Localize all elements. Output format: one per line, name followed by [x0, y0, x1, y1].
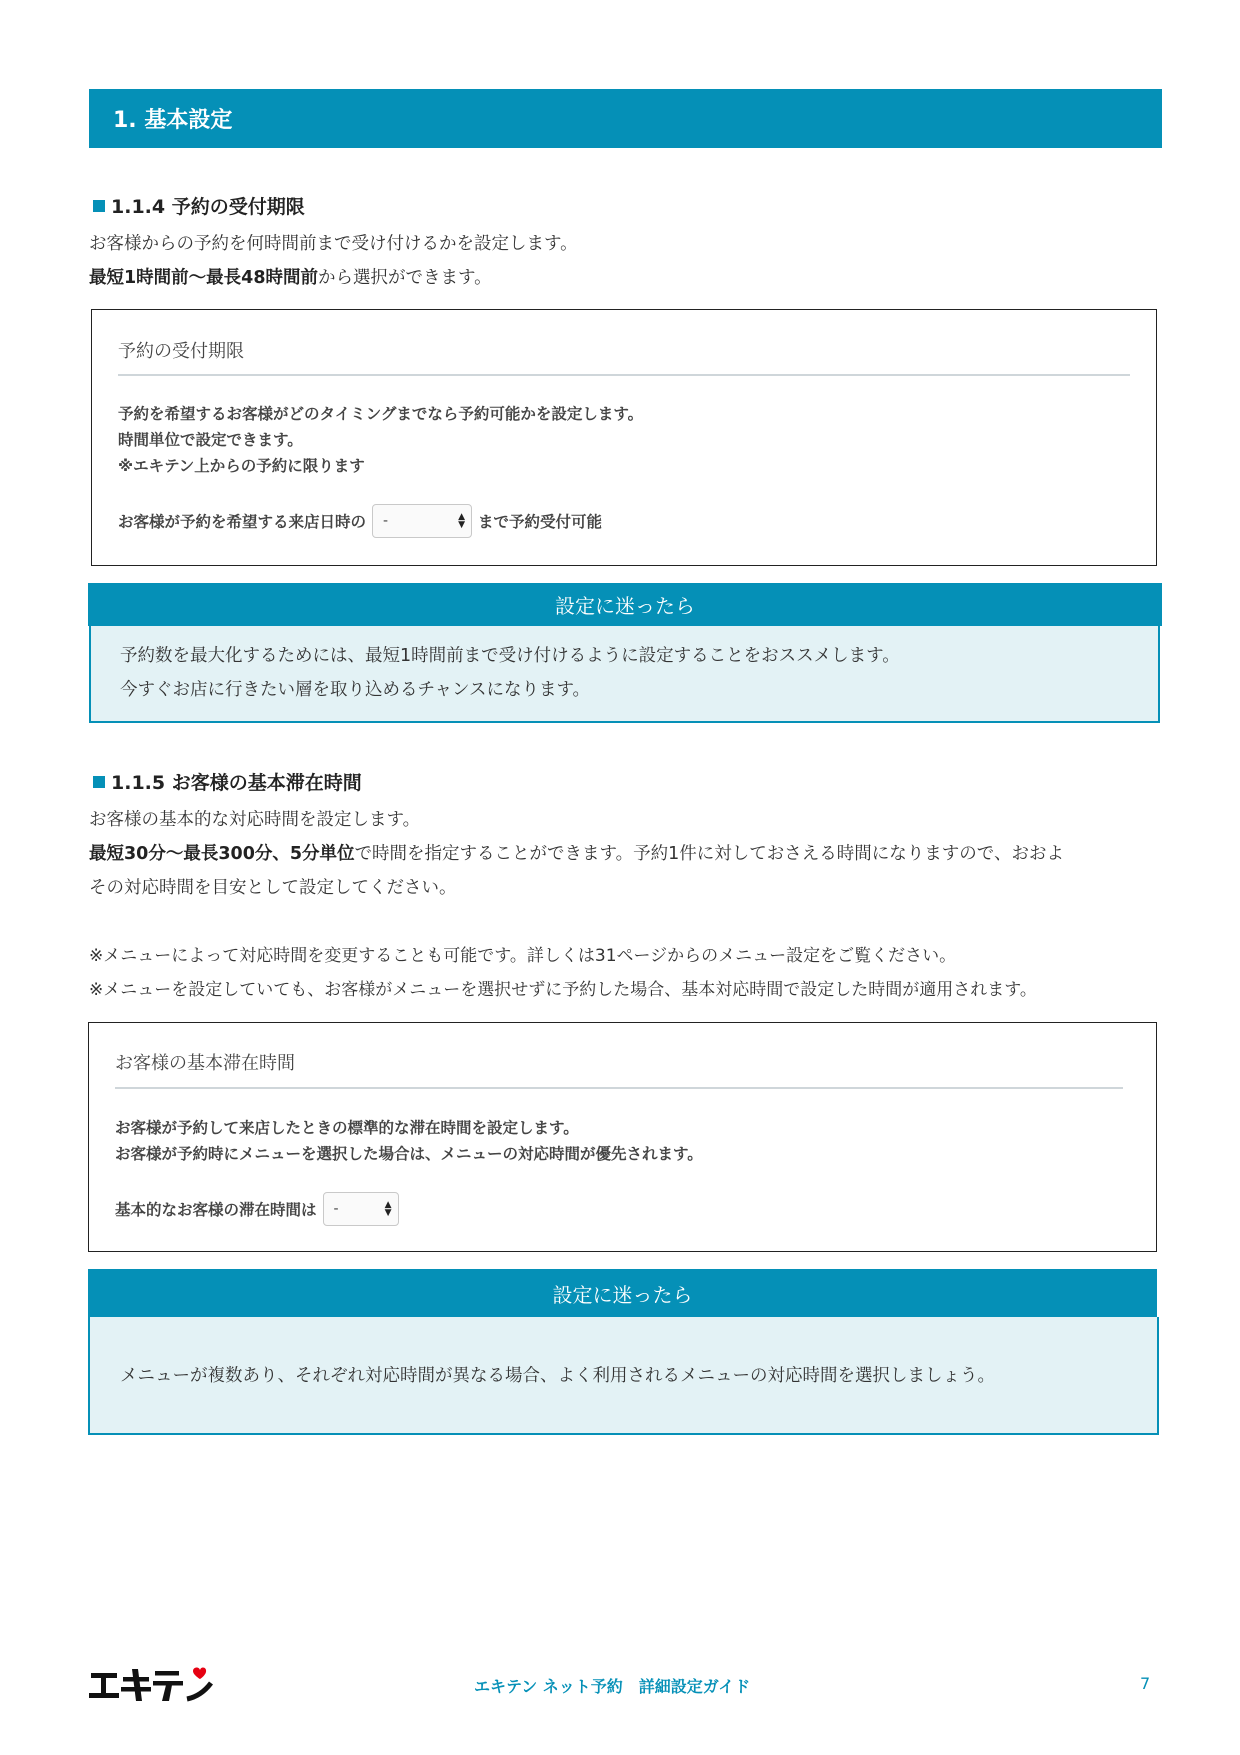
note-115-line2: ※メニューを設定していても、お客様がメニューを選択せずに予約した場合、基本対応時間で設定した時間が適用されます。: [89, 980, 1037, 1000]
description-115-line2: [89, 837, 1169, 871]
panel-title: 予約の受付期限: [118, 341, 244, 362]
ekiten-logo: [89, 1665, 215, 1709]
tip-header-114: [88, 583, 1162, 626]
tip-header-115-text: 設定に迷ったら: [552, 1282, 693, 1307]
description-114-bold: 最短1時間前～最長48時間前: [89, 268, 319, 288]
square-bullet-icon: [93, 200, 105, 212]
reservation-deadline-panel: [91, 309, 1157, 566]
panel-divider: [115, 1087, 1123, 1089]
subsection-heading-115: [93, 768, 362, 795]
tip-box-115: [88, 1317, 1159, 1435]
description-114-rest: から選択ができます。: [318, 268, 492, 288]
deadline-select-value: -: [383, 513, 389, 529]
stay-duration-panel: [88, 1022, 1157, 1252]
description-115-line3: その対応時間を目安として設定してください。: [89, 878, 457, 898]
subsection-title-114: 1.1.4 予約の受付期限: [111, 196, 305, 218]
panel-description-line3: ※エキテン上からの予約に限ります: [118, 457, 365, 475]
panel-description: [118, 401, 643, 479]
tip-box-114-text: [120, 639, 900, 707]
deadline-setting-row: [118, 504, 602, 538]
panel-description: [115, 1115, 703, 1167]
description-114-line1: お客様からの予約を何時間前まで受け付けるかを設定します。: [89, 234, 578, 254]
description-115-line1: お客様の基本的な対応時間を設定します。: [89, 810, 421, 830]
subsection-heading-114: [93, 192, 305, 219]
stay-duration-label: 基本的なお客様の滞在時間は: [115, 1201, 317, 1219]
description-114: [89, 227, 578, 295]
section-title: 1. 基本設定: [113, 108, 233, 133]
stay-duration-row: [115, 1192, 405, 1226]
select-updown-icon: ▲ ▼: [384, 1200, 392, 1218]
tip-114-line1: 予約数を最大化するためには、最短1時間前まで受け付けるように設定することをおススメします。: [120, 646, 900, 666]
section-header: [89, 89, 1162, 148]
deadline-hours-select[interactable]: [372, 504, 472, 538]
description-114-line2: [89, 261, 578, 295]
stay-duration-select-value: -: [333, 1201, 339, 1217]
panel-description-line1: お客様が予約して来店したときの標準的な滞在時間を設定します。: [115, 1119, 579, 1137]
notes-115: [89, 939, 1179, 1007]
tip-header-115: [88, 1269, 1157, 1317]
description-115-bold: 最短30分～最長300分、5分単位: [89, 844, 355, 864]
panel-title: お客様の基本滞在時間: [115, 1053, 295, 1074]
square-bullet-icon: [93, 776, 105, 788]
tip-114-line2: 今すぐお店に行きたい層を取り込めるチャンスになります。: [120, 680, 591, 700]
panel-divider: [118, 374, 1130, 376]
panel-description-line2: お客様が予約時にメニューを選択した場合は、メニューの対応時間が優先されます。: [115, 1145, 703, 1163]
panel-description-line1: 予約を希望するお客様がどのタイミングまでなら予約可能かを設定します。: [118, 405, 644, 423]
deadline-label-before: お客様が予約を希望する来店日時の: [118, 513, 367, 531]
select-updown-icon: ▲ ▼: [458, 512, 466, 530]
subsection-title-115: 1.1.5 お客様の基本滞在時間: [111, 772, 362, 794]
tip-box-115-text: [120, 1359, 995, 1393]
footer-title: エキテン ネット予約 詳細設定ガイド: [474, 1677, 751, 1696]
tip-115-line1: メニューが複数あり、それぞれ対応時間が異なる場合、よく利用されるメニューの対応時間を選択しましょう。: [120, 1366, 995, 1386]
page-number: 7: [1140, 1674, 1151, 1693]
description-115: [89, 803, 1169, 905]
note-115-line1: ※メニューによって対応時間を変更することも可能です。詳しくは31ページからのメニュー設定をご覧ください。: [89, 946, 957, 966]
panel-description-line2: 時間単位で設定できます。: [118, 431, 303, 449]
tip-box-114: [89, 626, 1160, 723]
ekiten-logo-mark: [89, 1665, 215, 1705]
deadline-label-after: まで予約受付可能: [478, 513, 603, 531]
stay-duration-select[interactable]: [323, 1192, 399, 1226]
tip-header-114-text: 設定に迷ったら: [555, 594, 695, 618]
description-115-rest: で時間を指定することができます。予約1件に対しておさえる時間になりますので、おおよ: [354, 844, 1064, 864]
